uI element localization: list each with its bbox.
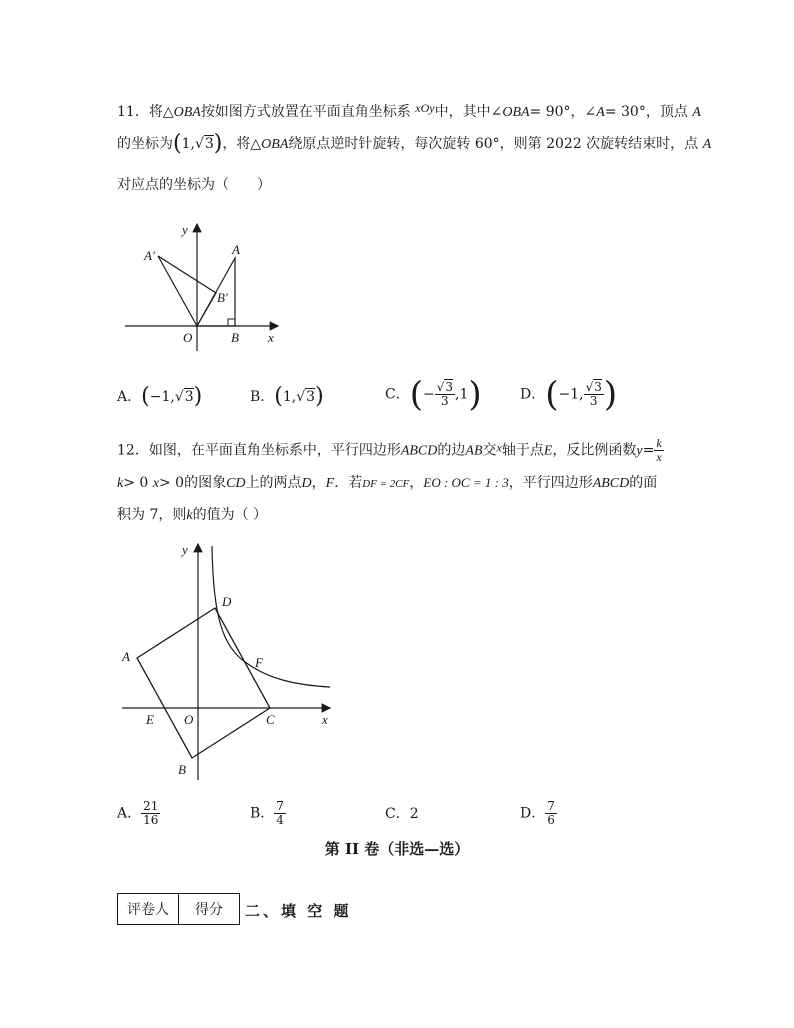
right-angle-mark xyxy=(228,319,235,326)
section-title: 第 II 卷（非选—选） xyxy=(324,840,470,858)
q11-option-b[interactable]: B．(1,√3) xyxy=(250,384,324,409)
q12-line3: 积为 7，则k的值为（ ） xyxy=(117,507,268,523)
q12-option-a[interactable]: A． $\frac{21}{16}$ xyxy=(117,799,159,827)
label-A: A xyxy=(122,649,130,664)
q11-figure xyxy=(120,218,290,353)
q11-line1: 11．将△OBA按如图方式放置在平面直角坐标系 xOy中，其中∠OBA= 90°，∠A= 30°，顶点 A xyxy=(117,101,701,120)
label-O: O xyxy=(184,712,194,727)
q12-line2: k> 0 x> 0的图象CD上的两点D，F．若DF = 2CF，EO : OC = 1 : 3，平行四边形ABCD的面 xyxy=(117,475,658,491)
label-A-prime: A′ xyxy=(144,248,155,263)
hyperbola-curve xyxy=(212,546,330,687)
q12-option-c[interactable]: C．2 xyxy=(385,806,419,822)
label-C: C xyxy=(266,712,275,727)
label-A: A xyxy=(232,242,240,257)
q11-option-d[interactable]: D．(−1, $\frac{√3}{3}$ ) xyxy=(520,374,618,415)
grade-table xyxy=(117,893,240,925)
label-B: B xyxy=(231,330,239,345)
q12-line1: 12．如图，在平面直角坐标系中，平行四边形ABCD的边AB交x轴于点E，反比例函数y= $\frac{k}{x}$ xyxy=(117,436,662,464)
section2-title: 二、填 空 题 xyxy=(245,902,352,920)
label-B-prime: B′ xyxy=(217,290,228,305)
q12-figure xyxy=(118,538,340,783)
q11-option-a[interactable]: A．(−1,√3) xyxy=(117,384,203,409)
grader-cell: 评卷人 xyxy=(118,894,179,925)
label-B: B xyxy=(178,762,186,777)
label-F: F xyxy=(255,655,263,670)
label-O: O xyxy=(183,330,193,345)
q11-line3: 对应点的坐标为（ ） xyxy=(117,177,271,193)
triangle-rotated xyxy=(158,256,216,326)
q11-line2: 的坐标为(1,√3)，将△OBA绕原点逆时针旋转，每次旋转 60°，则第 2022 次旋转结束时，点 A xyxy=(117,131,712,156)
label-y: y xyxy=(182,542,188,557)
label-x: x xyxy=(322,712,328,727)
q12-option-d[interactable]: D． $\frac{7}{6}$ xyxy=(520,799,555,827)
label-x: x xyxy=(268,330,274,345)
q11-option-c[interactable]: C．(− $\frac{√3}{3}$ ,1) xyxy=(385,374,482,415)
label-y: y xyxy=(182,222,188,237)
label-E: E xyxy=(146,712,154,727)
q12-option-b[interactable]: B． $\frac{7}{4}$ xyxy=(250,799,284,827)
label-D: D xyxy=(222,594,232,609)
parallelogram-ABCD xyxy=(137,608,270,758)
score-cell: 得分 xyxy=(179,894,240,925)
